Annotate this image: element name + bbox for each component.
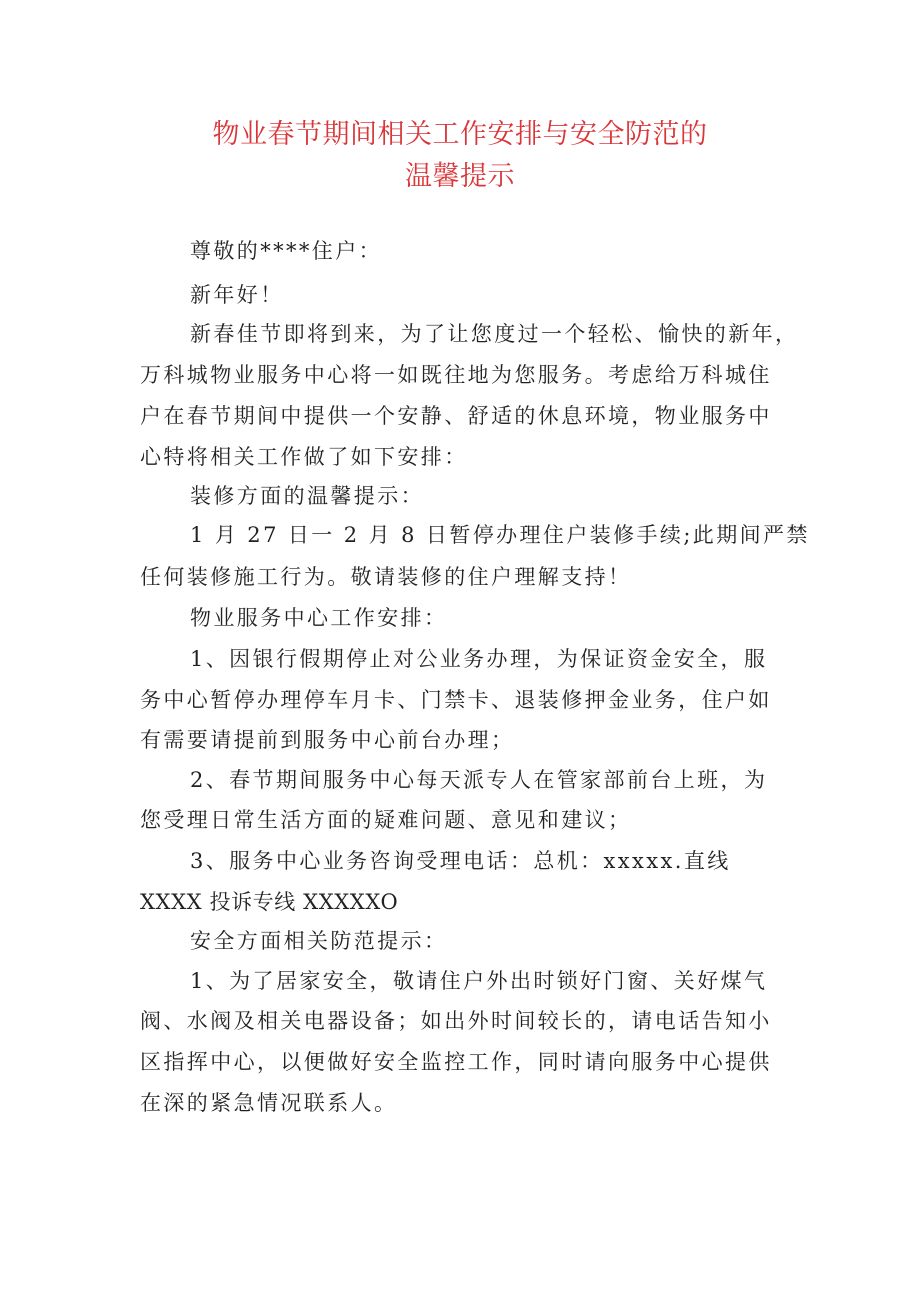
renovation-line-1: 1 月 27 日一 2 月 8 日暂停办理住户装修手续;此期间严禁 (190, 523, 810, 547)
greeting: 新年好！ (190, 283, 284, 307)
renovation-line-2: 任何装修施工行为。敬请装修的住户理解支持！ (140, 565, 632, 589)
section-heading-service: 物业服务中心工作安排： (190, 606, 448, 630)
intro-line-1: 新春佳节即将到来，为了让您度过一个轻松、愉快的新年， (190, 322, 799, 346)
safety-item-1-line-1: 1、为了居家安全，敬请住户外出时锁好门窗、关好煤气 (190, 969, 768, 993)
service-item-2-line-1: 2、春节期间服务中心每天派专人在管家部前台上班，为 (190, 768, 768, 792)
intro-line-2: 万科城物业服务中心将一如既往地为您服务。考虑给万科城住 (140, 363, 772, 387)
safety-item-1-line-4: 在深的紧急情况联系人。 (140, 1091, 398, 1115)
intro-line-4: 心特将相关工作做了如下安排： (140, 445, 468, 469)
safety-item-1-line-3: 区指挥中心，以便做好安全监控工作，同时请向服务中心提供 (140, 1050, 772, 1074)
section-heading-renovation: 装修方面的温馨提示： (190, 484, 424, 508)
document-title-line-1: 物业春节期间相关工作安排与安全防范的 (212, 119, 708, 150)
section-heading-safety: 安全方面相关防范提示： (190, 929, 448, 953)
service-item-3-line-2: XXXX 投诉专线 XXXXXO (140, 890, 399, 914)
service-item-2-line-2: 您受理日常生活方面的疑难问题、意见和建议； (140, 808, 632, 832)
intro-line-3: 户在春节期间中提供一个安静、舒适的休息环境，物业服务中 (140, 404, 772, 428)
service-item-1-line-3: 有需要请提前到服务中心前台办理； (140, 728, 515, 752)
service-item-1-line-2: 务中心暂停办理停车月卡、门禁卡、退装修押金业务，住户如 (140, 688, 772, 712)
document-title-line-2: 温馨提示 (405, 161, 515, 192)
service-item-3-line-1: 3、服务中心业务咨询受理电话：总机：xxxxx.直线 (190, 849, 731, 873)
salutation: 尊敬的****住户： (190, 239, 382, 263)
service-item-1-line-1: 1、因银行假期停止对公业务办理，为保证资金安全，服 (190, 647, 768, 671)
safety-item-1-line-2: 阀、水阀及相关电器设备；如出外时间较长的，请电话告知小 (140, 1009, 772, 1033)
